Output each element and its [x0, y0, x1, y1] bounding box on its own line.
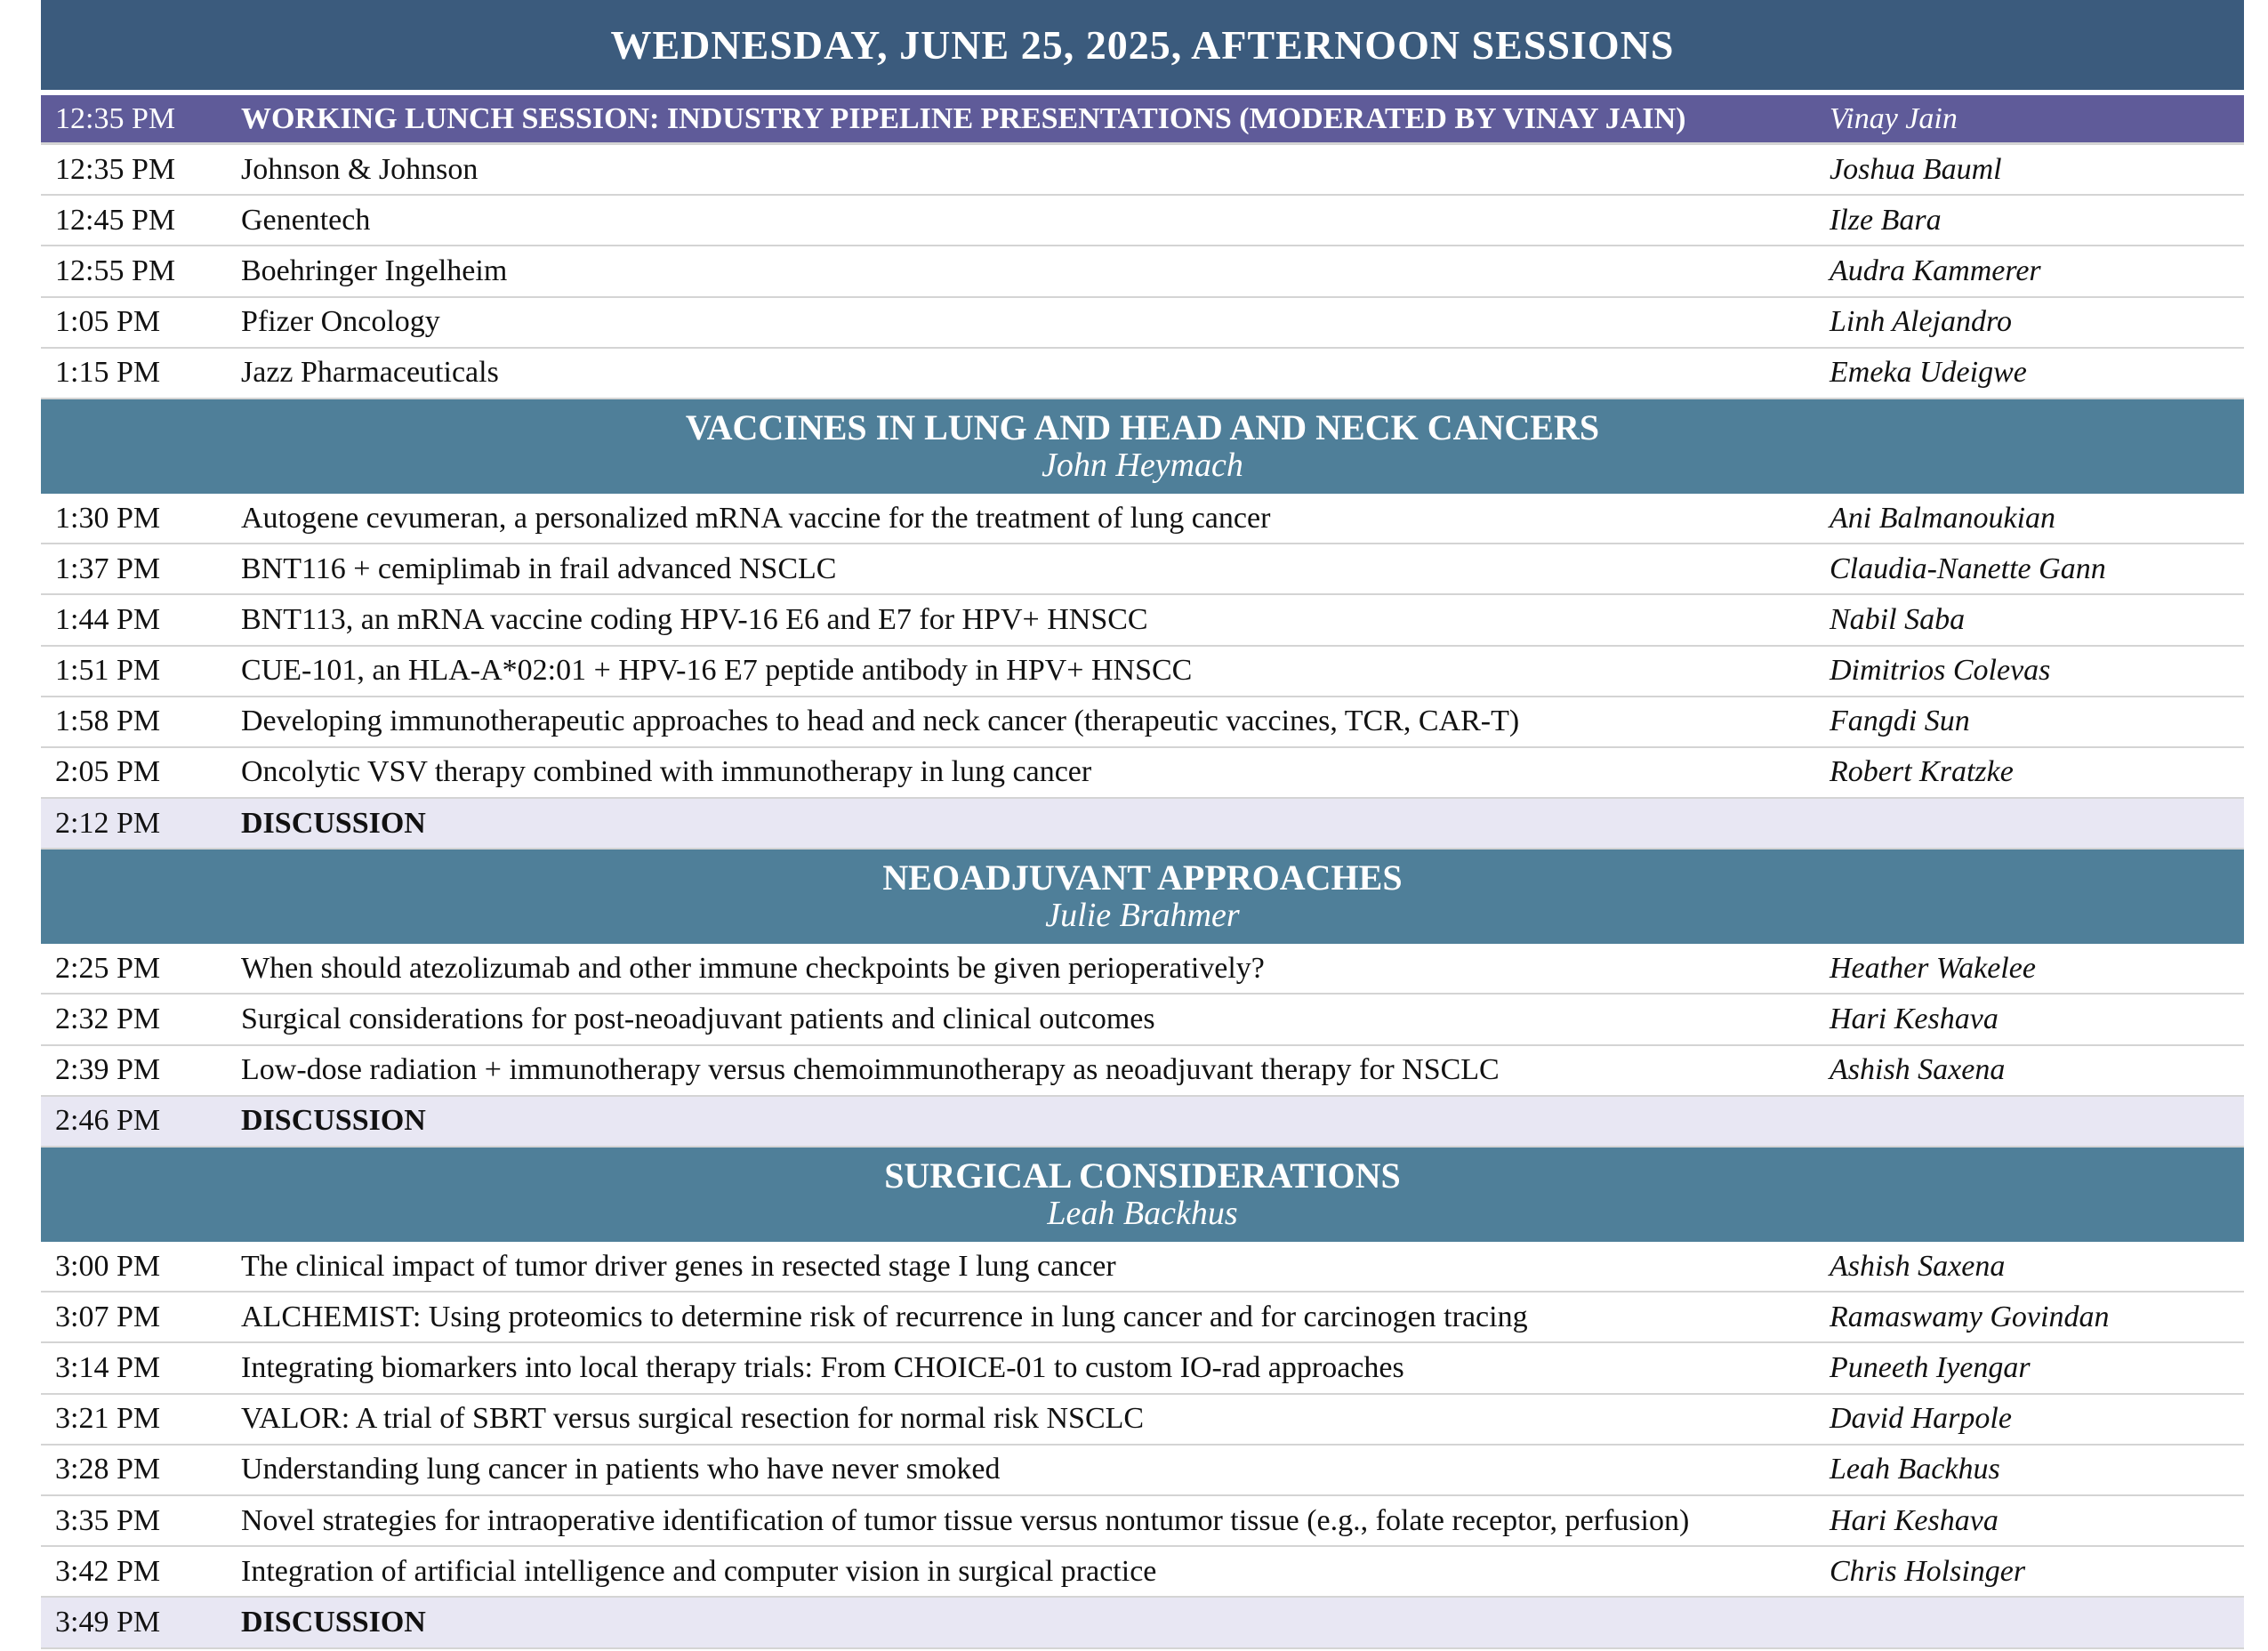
- table-row: [41, 145, 2244, 196]
- talk-title: Johnson & Johnson: [241, 152, 479, 186]
- time: 2:05 PM: [55, 755, 161, 789]
- talk-title: Understanding lung cancer in patients who have never smoked: [241, 1453, 1001, 1486]
- talk-title: The clinical impact of tumor driver genes in resected stage I lung cancer: [241, 1249, 1116, 1283]
- speaker: Hari Keshava: [1830, 1003, 1999, 1036]
- speaker: Robert Kratzke: [1830, 755, 2014, 789]
- talk-title: Surgical considerations for post-neoadjuvant patients and clinical outcomes: [241, 1003, 1155, 1036]
- talk-title: Genentech: [241, 203, 371, 237]
- table-row: [41, 647, 2244, 697]
- time: 2:46 PM: [55, 1104, 161, 1138]
- section-header: [41, 850, 2244, 944]
- section-header: [41, 399, 2244, 494]
- table-row: [41, 494, 2244, 544]
- table-row: [41, 1242, 2244, 1293]
- talk-title: Autogene cevumeran, a personalized mRNA vaccine for the treatment of lung cancer: [241, 501, 1271, 535]
- time: 2:32 PM: [55, 1003, 161, 1036]
- talk-title: ALCHEMIST: Using proteomics to determine risk of recurrence in lung cancer and for carcinogen tracing: [241, 1300, 1528, 1333]
- time: 3:28 PM: [55, 1453, 161, 1486]
- table-row: [41, 298, 2244, 349]
- section-moderator: Julie Brahmer: [1045, 897, 1240, 935]
- time: 1:30 PM: [55, 501, 161, 535]
- page-title: WEDNESDAY, JUNE 25, 2025, AFTERNOON SESSIONS: [41, 0, 2244, 90]
- speaker: Claudia-Nanette Gann: [1830, 552, 2106, 585]
- talk-title: Pfizer Oncology: [241, 305, 440, 339]
- speaker: David Harpole: [1830, 1402, 2012, 1436]
- table-row: [41, 1496, 2244, 1547]
- speaker: Ramaswamy Govindan: [1830, 1300, 2110, 1333]
- table-row: [41, 995, 2244, 1045]
- lunch-session-row: [41, 95, 2244, 145]
- talk-title: DISCUSSION: [241, 1104, 426, 1138]
- agenda-table: [41, 0, 2244, 1649]
- talk-title: BNT113, an mRNA vaccine coding HPV-16 E6 and E7 for HPV+ HNSCC: [241, 602, 1148, 636]
- speaker: Audra Kammerer: [1830, 254, 2041, 287]
- table-row: [41, 595, 2244, 646]
- time: 12:55 PM: [55, 254, 176, 287]
- table-row: [41, 196, 2244, 246]
- speaker: Emeka Udeigwe: [1830, 356, 2027, 390]
- talk-title: Integrating biomarkers into local therapy trials: From CHOICE-01 to custom IO-rad approaches: [241, 1350, 1404, 1384]
- time: 3:42 PM: [55, 1554, 161, 1588]
- speaker: Ashish Saxena: [1830, 1053, 2006, 1087]
- section-moderator: Leah Backhus: [1047, 1195, 1238, 1232]
- speaker: Ilze Bara: [1830, 203, 1942, 237]
- section-header: [41, 1148, 2244, 1242]
- speaker: Nabil Saba: [1830, 602, 1966, 636]
- speaker: Puneeth Iyengar: [1830, 1350, 2031, 1384]
- speaker: Heather Wakelee: [1830, 951, 2036, 985]
- talk-title: Integration of artificial intelligence and computer vision in surgical practice: [241, 1554, 1157, 1588]
- speaker: Linh Alejandro: [1830, 305, 2012, 339]
- section-moderator: John Heymach: [1042, 446, 1243, 484]
- table-row: [41, 697, 2244, 748]
- table-row: [41, 544, 2244, 595]
- time: 2:25 PM: [55, 951, 161, 985]
- time: 3:49 PM: [55, 1605, 161, 1639]
- speaker: Hari Keshava: [1830, 1503, 1999, 1537]
- talk-title: Oncolytic VSV therapy combined with immunotherapy in lung cancer: [241, 755, 1092, 789]
- speaker: Joshua Bauml: [1830, 152, 2002, 186]
- time: 1:37 PM: [55, 552, 161, 585]
- table-row: [41, 1293, 2244, 1343]
- time: 12:45 PM: [55, 203, 176, 237]
- table-row: [41, 748, 2244, 799]
- speaker: Vinay Jain: [1830, 101, 1958, 135]
- table-row: [41, 1343, 2244, 1394]
- time: 1:44 PM: [55, 602, 161, 636]
- table-row: [41, 1395, 2244, 1446]
- table-row: [41, 246, 2244, 297]
- talk-title: DISCUSSION: [241, 1605, 426, 1639]
- discussion-row: [41, 799, 2244, 850]
- time: 2:39 PM: [55, 1053, 161, 1087]
- speaker: Dimitrios Colevas: [1830, 654, 2051, 688]
- talk-title: Developing immunotherapeutic approaches to head and neck cancer (therapeutic vaccines, TCR, CAR-T): [241, 705, 1520, 738]
- speaker: Ani Balmanoukian: [1830, 501, 2056, 535]
- table-row: [41, 349, 2244, 399]
- time: 3:21 PM: [55, 1402, 161, 1436]
- time: 1:05 PM: [55, 305, 161, 339]
- talk-title: DISCUSSION: [241, 806, 426, 840]
- speaker: Chris Holsinger: [1830, 1554, 2026, 1588]
- session-title: WORKING LUNCH SESSION: INDUSTRY PIPELINE PRESENTATIONS (MODERATED BY VINAY JAIN): [241, 101, 1686, 135]
- section-heading: SURGICAL CONSIDERATIONS: [884, 1156, 1401, 1196]
- time: 3:00 PM: [55, 1249, 161, 1283]
- talk-title: BNT116 + cemiplimab in frail advanced NSCLC: [241, 552, 837, 585]
- time: 3:07 PM: [55, 1300, 161, 1333]
- talk-title: VALOR: A trial of SBRT versus surgical resection for normal risk NSCLC: [241, 1402, 1145, 1436]
- time: 1:15 PM: [55, 356, 161, 390]
- table-row: [41, 1446, 2244, 1496]
- discussion-row: [41, 1598, 2244, 1648]
- time: 12:35 PM: [55, 101, 176, 135]
- section-heading: NEOADJUVANT APPROACHES: [882, 858, 1403, 898]
- talk-title: Jazz Pharmaceuticals: [241, 356, 499, 390]
- time: 3:35 PM: [55, 1503, 161, 1537]
- talk-title: Boehringer Ingelheim: [241, 254, 508, 287]
- table-row: [41, 1547, 2244, 1598]
- talk-title: When should atezolizumab and other immune checkpoints be given perioperatively?: [241, 951, 1265, 985]
- talk-title: CUE-101, an HLA-A*02:01 + HPV-16 E7 peptide antibody in HPV+ HNSCC: [241, 654, 1193, 688]
- time: 1:51 PM: [55, 654, 161, 688]
- table-row: [41, 1046, 2244, 1097]
- speaker: Ashish Saxena: [1830, 1249, 2006, 1283]
- speaker: Leah Backhus: [1830, 1453, 2000, 1486]
- speaker: Fangdi Sun: [1830, 705, 1970, 738]
- time: 12:35 PM: [55, 152, 176, 186]
- talk-title: Low-dose radiation + immunotherapy versus chemoimmunotherapy as neoadjuvant therapy for NSCLC: [241, 1053, 1500, 1087]
- section-heading: VACCINES IN LUNG AND HEAD AND NECK CANCERS: [685, 407, 1600, 447]
- time: 1:58 PM: [55, 705, 161, 738]
- discussion-row: [41, 1097, 2244, 1148]
- table-row: [41, 944, 2244, 995]
- talk-title: Novel strategies for intraoperative identification of tumor tissue versus nontumor tissue (e.g., folate receptor, perfusion): [241, 1503, 1690, 1537]
- time: 2:12 PM: [55, 806, 161, 840]
- time: 3:14 PM: [55, 1350, 161, 1384]
